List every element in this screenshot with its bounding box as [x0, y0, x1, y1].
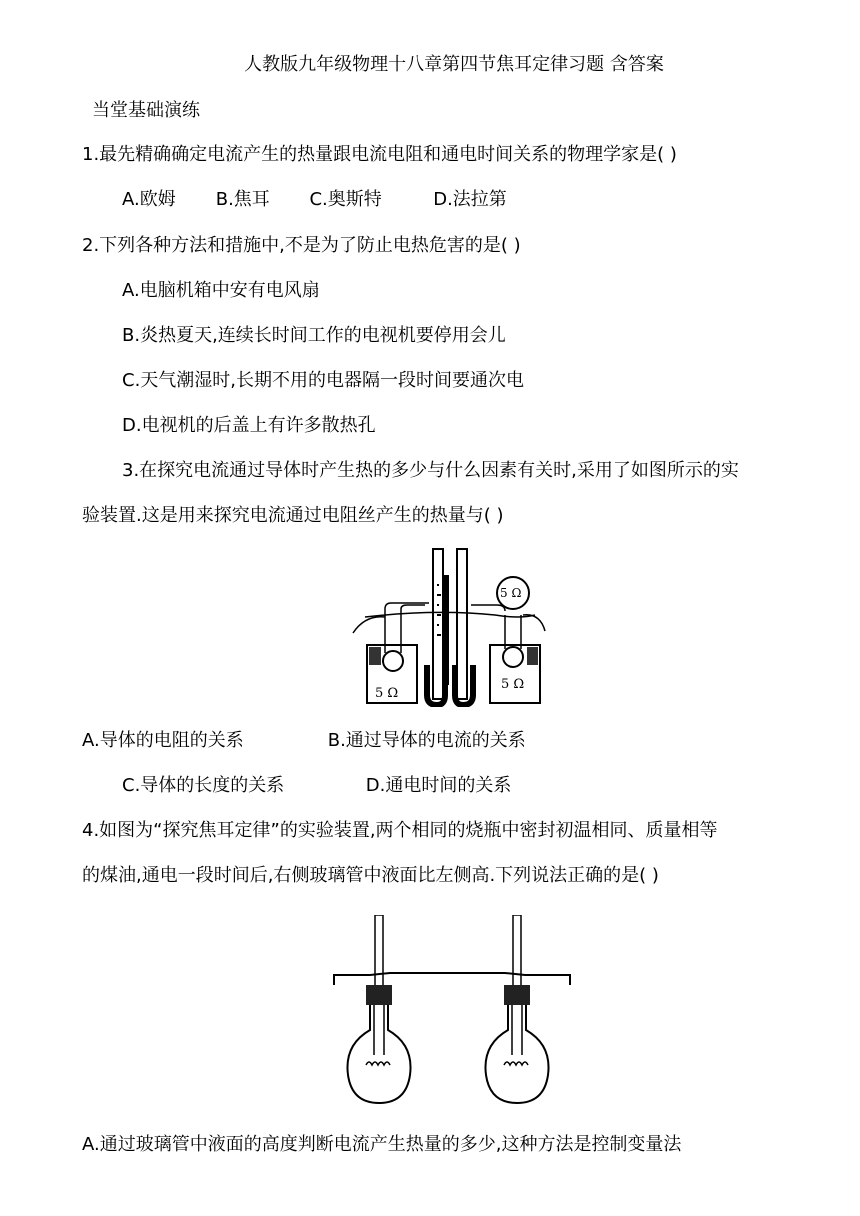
q2-option-a[interactable]: A.电脑机箱中安有电风扇 [122, 280, 320, 301]
q3-resistor-label-top: 5 Ω [500, 586, 522, 600]
q1-option-b[interactable]: B.焦耳 [215, 189, 270, 210]
question-3-options-row1 [82, 728, 526, 754]
section-heading: 当堂基础演练 [92, 100, 200, 121]
q1-option-a[interactable]: A.欧姆 [122, 189, 176, 210]
page-title: 人教版九年级物理十八章第四节焦耳定律习题 含答案 [244, 54, 664, 75]
q2-option-b[interactable]: B.炎热夏天,连续长时间工作的电视机要停用会儿 [122, 325, 506, 346]
q3-option-d[interactable]: D.通电时间的关系 [365, 775, 512, 796]
question-3-stem-line1: 3.在探究电流通过导体时产生热的多少与什么因素有关时,采用了如图所示的实 [122, 460, 739, 481]
question-3-figure [345, 545, 555, 707]
question-1-options [122, 187, 507, 213]
q2-option-c[interactable]: C.天气潮湿时,长期不用的电器隔一段时间要通次电 [122, 370, 525, 391]
q2-option-d[interactable]: D.电视机的后盖上有许多散热孔 [122, 415, 376, 436]
q3-option-c[interactable]: C.导体的长度的关系 [122, 775, 285, 796]
q3-option-a[interactable]: A.导体的电阻的关系 [82, 730, 244, 751]
question-4-figure [330, 915, 575, 1115]
question-1-stem: 1.最先精确确定电流产生的热量跟电流电阻和通电时间关系的物理学家是( ) [82, 144, 677, 165]
question-3-stem-line2: 验装置.这是用来探究电流通过电阻丝产生的热量与( ) [82, 505, 504, 526]
q3-option-b[interactable]: B.通过导体的电流的关系 [327, 730, 526, 751]
question-2-stem: 2.下列各种方法和措施中,不是为了防止电热危害的是( ) [82, 235, 521, 256]
q1-option-d[interactable]: D.法拉第 [433, 189, 507, 210]
question-3-options-row2 [122, 773, 511, 799]
question-4-stem-line1: 4.如图为“探究焦耳定律”的实验装置,两个相同的烧瓶中密封初温相同、质量相等 [82, 820, 718, 841]
q4-option-a[interactable]: A.通过玻璃管中液面的高度判断电流产生热量的多少,这种方法是控制变量法 [82, 1134, 682, 1155]
q3-resistor-label-left: 5 Ω [375, 686, 399, 701]
q1-option-c[interactable]: C.奥斯特 [309, 189, 382, 210]
question-4-stem-line2: 的煤油,通电一段时间后,右侧玻璃管中液面比左侧高.下列说法正确的是( ) [82, 865, 659, 886]
q3-resistor-label-right: 5 Ω [501, 677, 525, 692]
